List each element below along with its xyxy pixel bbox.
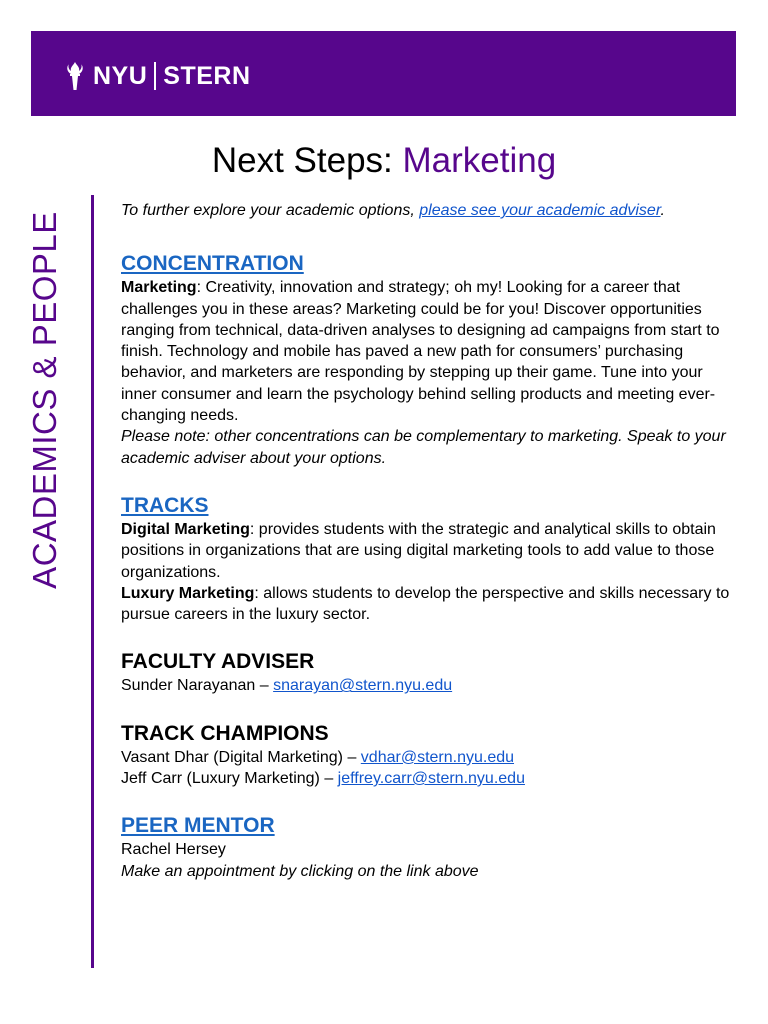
champion-name: Vasant Dhar (Digital Marketing) – — [121, 748, 361, 766]
peer-mentor-note: Make an appointment by clicking on the link above — [121, 862, 479, 880]
concentration-body: : Creativity, innovation and strategy; oh my! Looking for a career that challenges you in these areas? Marketing could be for you! Discover opportunities ranging from technical, data-driven analyses to designing ad campaigns from start to finish. Technology and mobile has paved a new path for consumers’ purchasing behavior, and marketers are responding by stepping up their game. Tune into your inner consumer and learn the psychology behind selling products and meeting ever-changing needs. — [121, 279, 720, 425]
intro-text: To further explore your academic options, — [121, 202, 420, 219]
champion-email-link[interactable]: jeffrey.carr@stern.nyu.edu — [337, 770, 525, 788]
header-banner — [31, 31, 736, 116]
concentration-heading-link[interactable]: CONCENTRATION — [121, 252, 304, 276]
champion-line — [121, 747, 731, 768]
track-term: Digital Marketing — [121, 520, 250, 538]
torch-icon — [65, 61, 85, 91]
champion-line — [121, 768, 731, 789]
track-champions-section — [121, 721, 731, 790]
logo-text-nyu: NYU — [93, 61, 148, 90]
concentration-paragraph — [121, 277, 731, 426]
faculty-adviser-heading: FACULTY ADVISER — [121, 650, 315, 674]
page-title-accent: Marketing — [402, 141, 557, 180]
concentration-section — [121, 251, 731, 469]
peer-mentor-section — [121, 813, 731, 882]
intro-paragraph — [121, 200, 731, 221]
faculty-adviser-name: Sunder Narayanan – — [121, 677, 274, 695]
logo-text-stern: STERN — [163, 61, 251, 90]
main-content — [121, 200, 731, 882]
tracks-section — [121, 493, 731, 625]
champion-name: Jeff Carr (Luxury Marketing) – — [121, 770, 338, 788]
side-divider — [91, 195, 94, 968]
faculty-adviser-section — [121, 649, 731, 696]
page-title — [0, 140, 768, 182]
tracks-heading-link[interactable]: TRACKS — [121, 493, 209, 517]
peer-mentor-heading-link[interactable]: PEER MENTOR — [121, 814, 275, 838]
peer-mentor-name: Rachel Hersey — [121, 841, 226, 859]
academic-adviser-link[interactable]: please see your academic adviser — [419, 202, 661, 219]
concentration-note: Please note: other concentrations can be complementary to marketing. Speak to your academic adviser about your options. — [121, 428, 726, 467]
champion-email-link[interactable]: vdhar@stern.nyu.edu — [360, 748, 515, 766]
faculty-adviser-email-link[interactable]: snarayan@stern.nyu.edu — [273, 677, 453, 695]
track-body: : allows students to develop the perspective and skills necessary to pursue careers in the luxury sector. — [121, 584, 730, 624]
logo-divider — [154, 62, 156, 90]
faculty-adviser-line — [121, 675, 731, 696]
concentration-term: Marketing — [121, 279, 197, 297]
track-item — [121, 519, 731, 583]
track-champions-heading: TRACK CHAMPIONS — [121, 721, 329, 745]
track-item — [121, 583, 731, 626]
page-title-prefix: Next Steps: — [211, 141, 403, 180]
track-body: : provides students with the strategic and analytical skills to obtain positions in organizations that are using digital marketing tools to add value to those organizations. — [121, 520, 716, 581]
track-term: Luxury Marketing — [121, 584, 255, 602]
side-label: ACADEMICS & PEOPLE — [26, 211, 63, 589]
nyu-stern-logo[interactable] — [65, 59, 251, 93]
intro-suffix: . — [660, 202, 665, 219]
